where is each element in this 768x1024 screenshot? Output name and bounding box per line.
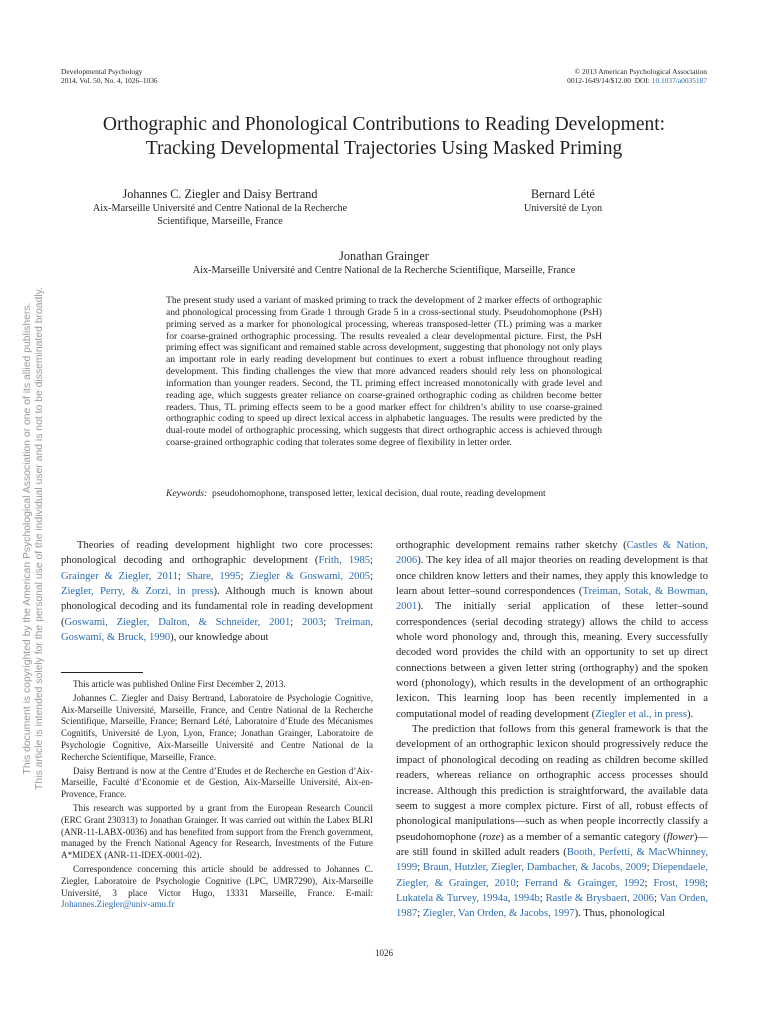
footnotes (61, 679, 373, 913)
citation-link[interactable]: Treiman, Sotak, & Bowman, 2001 (396, 586, 708, 613)
body-paragraph (396, 538, 708, 722)
body-text: ). The key idea of all major theories on reading development is that once children know letters and their names, they apply this knowledge to learn about letter–sound correspondences ( (396, 555, 708, 598)
body-text: ; (705, 877, 708, 889)
side-notice-line-2: This article is intended solely for the personal use of the individual user and is not to be disseminated broadly. (34, 287, 45, 790)
page-number: 1026 (375, 948, 393, 958)
body-text: ; (240, 570, 250, 582)
email-link[interactable]: Johannes.Ziegler@univ-amu.fr (61, 899, 175, 910)
body-column-right (396, 538, 708, 922)
footnote-correspondence (61, 864, 373, 911)
author-affiliation: Aix-Marseille Université and Centre National de la Recherche Scientifique, Marseille, France (192, 265, 576, 276)
citation-link[interactable]: Rastle & Brysbaert, 2006 (545, 892, 654, 904)
body-column-left (61, 538, 373, 645)
citation-link[interactable]: Lukatela & Turvey, 1994a (396, 892, 508, 904)
citation-link[interactable]: Share, 1995 (186, 570, 241, 582)
doi-link[interactable]: 10.1037/a0035187 (651, 76, 707, 85)
author-name: Bernard Lété (531, 187, 595, 201)
title-line-1: Orthographic and Phonological Contributions to Reading Development: (102, 114, 666, 135)
correspondence-text: Correspondence concerning this article should be addressed to Johannes C. Ziegler, Laboratoire de Psychologie Cognitive (LPC, UMR7290), Aix-Marseille Université, 3 place Victor Hugo, 13331 Marseille, France. E-mail: (61, 863, 373, 898)
body-text: The prediction that follows from this general framework is that the development of an orthographic lexicon should progressively reduce the impact of phonological decoding on reading as children become skilled readers, whereas reliance on orthographic access processes should increase. Although this prediction is straightforward, the available data seem to suggest a more complex picture. First of all, robust effects of phonological manipulations—such as when people incorrectly classify a pseudohomophone ( (396, 724, 708, 843)
body-text: ; (646, 862, 653, 874)
citation-link[interactable]: Treiman, Goswami, & Bruck, 1990 (61, 616, 373, 644)
issn: 0012-1649/14/$12.00 (567, 76, 631, 85)
citation-link[interactable]: 2003 (302, 616, 324, 628)
citation-link[interactable]: Van Orden, 1987 (396, 892, 709, 920)
body-text: ; (644, 877, 654, 889)
body-paragraph (396, 722, 708, 921)
body-text: ). Thus, phonological (574, 908, 665, 920)
citation-link[interactable]: Ziegler & Goswami, 2005 (249, 570, 371, 582)
copyright-line: © 2013 American Psychological Association (574, 67, 707, 76)
body-text: ; (417, 862, 423, 874)
author-block-1 (60, 187, 380, 228)
body-text: Theories of reading development highlight two core processes: phonological decoding and orthographic development ( (61, 540, 373, 567)
author-affiliation: Université de Lyon (523, 203, 603, 214)
citation-link[interactable]: Ziegler et al., in press (595, 708, 687, 720)
issn-doi-line (567, 76, 707, 85)
footnote-funding: This research was supported by a grant from the European Research Council (ERC Grant 230313) to Jonathan Grainger. It was carried out within the Labex BLRI (ANR-11-LABX-0036) and has benefited from support from the French government, managed by the French National Agency for Research, Investments of the Future A*MIDEX (ANR-11-IDEX-0001-02). (61, 802, 373, 861)
doi-label: DOI: (634, 76, 650, 85)
citation-link[interactable]: Booth, Perfetti, & MacWhinney, 1999 (396, 846, 708, 874)
citation-link[interactable]: Grainger & Ziegler, 2011 (61, 570, 178, 582)
citation-link[interactable]: Castles & Nation, 2006 (396, 540, 708, 567)
citation-link[interactable]: Diependaele, Ziegler, & Grainger, 2010 (396, 862, 709, 889)
body-text: , (507, 892, 514, 904)
body-text: ). Although much is known about phonological decoding and its fundamental role in reading development ( (61, 586, 373, 628)
italic-term: flower (666, 831, 694, 843)
citation-link[interactable]: Braun, Hutzler, Ziegler, Dambacher, & Jacobs, 2009 (422, 862, 647, 874)
article-title (40, 113, 728, 161)
italic-term: roze (482, 831, 501, 843)
body-text: ; (370, 570, 374, 582)
body-text: ; (290, 616, 303, 628)
body-text: ; (323, 616, 335, 628)
title-line-2: Tracking Developmental Trajectories Using Masked Priming (145, 138, 623, 159)
citation-link[interactable]: Frith, 1985 (318, 555, 371, 567)
citation-link[interactable]: Frost, 1998 (653, 877, 706, 889)
body-text: ) as a member of a semantic category ( (500, 831, 667, 843)
author-block-2 (480, 187, 646, 215)
side-notice-line-1: This document is copyrighted by the American Psychological Association or one of its allied publishers. (22, 302, 33, 775)
body-text: ; (370, 555, 373, 567)
body-text: ; (417, 908, 423, 920)
running-header-right (567, 67, 707, 85)
body-paragraph (61, 538, 373, 645)
body-text: orthographic development remains rather sketchy ( (396, 540, 627, 551)
footnote-current-address: Daisy Bertrand is now at the Centre d’Etudes et de Recherche en Gestion d’Aix-Marseille, Faculté d’Economie et de Gestion, Aix-Marseille Université, Aix-en-Provence, France. (61, 765, 373, 800)
side-notice-text (22, 271, 46, 806)
citation-link[interactable]: 1994b (513, 892, 540, 904)
citation-link[interactable]: Ziegler, Perry, & Zorzi, in press (61, 586, 214, 598)
body-text: )—are still found in skilled adult readers ( (396, 831, 708, 858)
keywords-label: Keywords: (166, 488, 208, 499)
author-name: Johannes C. Ziegler and Daisy Bertrand (122, 187, 318, 201)
journal-name: Developmental Psychology (61, 67, 143, 76)
author-block-3 (60, 249, 708, 277)
volume-info: 2014, Vol. 50, No. 4, 1026–1036 (61, 76, 158, 85)
citation-link[interactable]: Ziegler, Van Orden, & Jacobs, 1997 (422, 908, 575, 920)
body-text: ). The initially serial application of these letter–sound correspondences (serial decoding strategy) allows the child to access whole word phonology and, through this, meaning. Every successfully decoded word provides the child with an opportunity to set up direct connections between a given letter string (orthography) and the spoken word (phonology), which results in the development of an orthographic lexicon. This learning loop has been recently implemented in a computational model of reading development ( (396, 601, 708, 720)
body-text: ; (539, 892, 546, 904)
abstract: The present study used a variant of masked priming to track the development of 2 marker effects of orthographic and phonological processing from Grade 1 through Grade 5 in a cross-sectional study. Pseudohomophone (PsH) priming served as a marker for phonological processing, whereas transposed-letter (TL) priming was a marker for coarse-grained orthographic processing. The results revealed a clear developmental picture. First, the PsH priming effect was significant and remained stable across development, suggesting that phonology not only plays an important role in early reading development but continues to exert a robust influence throughout reading development. This finding challenges the view that more advanced readers should rely less on phonological information than younger readers. Second, the TL priming effect increased monotonically with grade level and reading age, which suggests greater reliance on coarse-grained orthographic coding as children become better readers. Thus, TL priming effects seem to be a good marker effect for children’s ability to use coarse-grained orthographic coding to speed up direct lexical access in alphabetic languages. The results were predicted by the dual-route model of orthographic processing, which suggests that direct orthographic access is achieved through coarse-grained orthographic coding that tolerates some degree of flexibility in letter order. (166, 295, 602, 449)
footnote-publication: This article was published Online First December 2, 2013. (73, 679, 286, 689)
citation-link[interactable]: Ferrand & Grainger, 1992 (524, 877, 645, 889)
author-affiliation: Aix-Marseille Université and Centre National de la Recherche Scientifique, Marseille, France (92, 203, 348, 227)
body-text: ; (653, 892, 660, 904)
footnote-affiliations: Johannes C. Ziegler and Daisy Bertrand, Laboratoire de Psychologie Cognitive, Aix-Marseille Université, Marseille, France, and Centre National de la Recherche Scientifique, Marseille, France; Bernard Lété, Laboratoire d’Etude des Mécanismes Cognitifs, Université de Lyon, Lyon, France; Jonathan Grainger, Laboratoire de Psychologie Cognitive, Aix-Marseille Université and Centre National de la Recherche Scientifique, Marseille, France. (61, 692, 373, 762)
body-text: ), our knowledge about (170, 632, 269, 644)
body-text: ; (515, 877, 525, 889)
running-header-left (61, 67, 158, 85)
body-text: ; (177, 570, 187, 582)
body-text: ). (686, 708, 694, 720)
citation-link[interactable]: Goswami, Ziegler, Dalton, & Schneider, 2001 (64, 616, 291, 628)
keywords-text: pseudohomophone, transposed letter, lexical decision, dual route, reading development (212, 488, 546, 499)
keywords (166, 488, 602, 500)
footnote-rule (61, 672, 143, 673)
author-name: Jonathan Grainger (339, 249, 429, 263)
